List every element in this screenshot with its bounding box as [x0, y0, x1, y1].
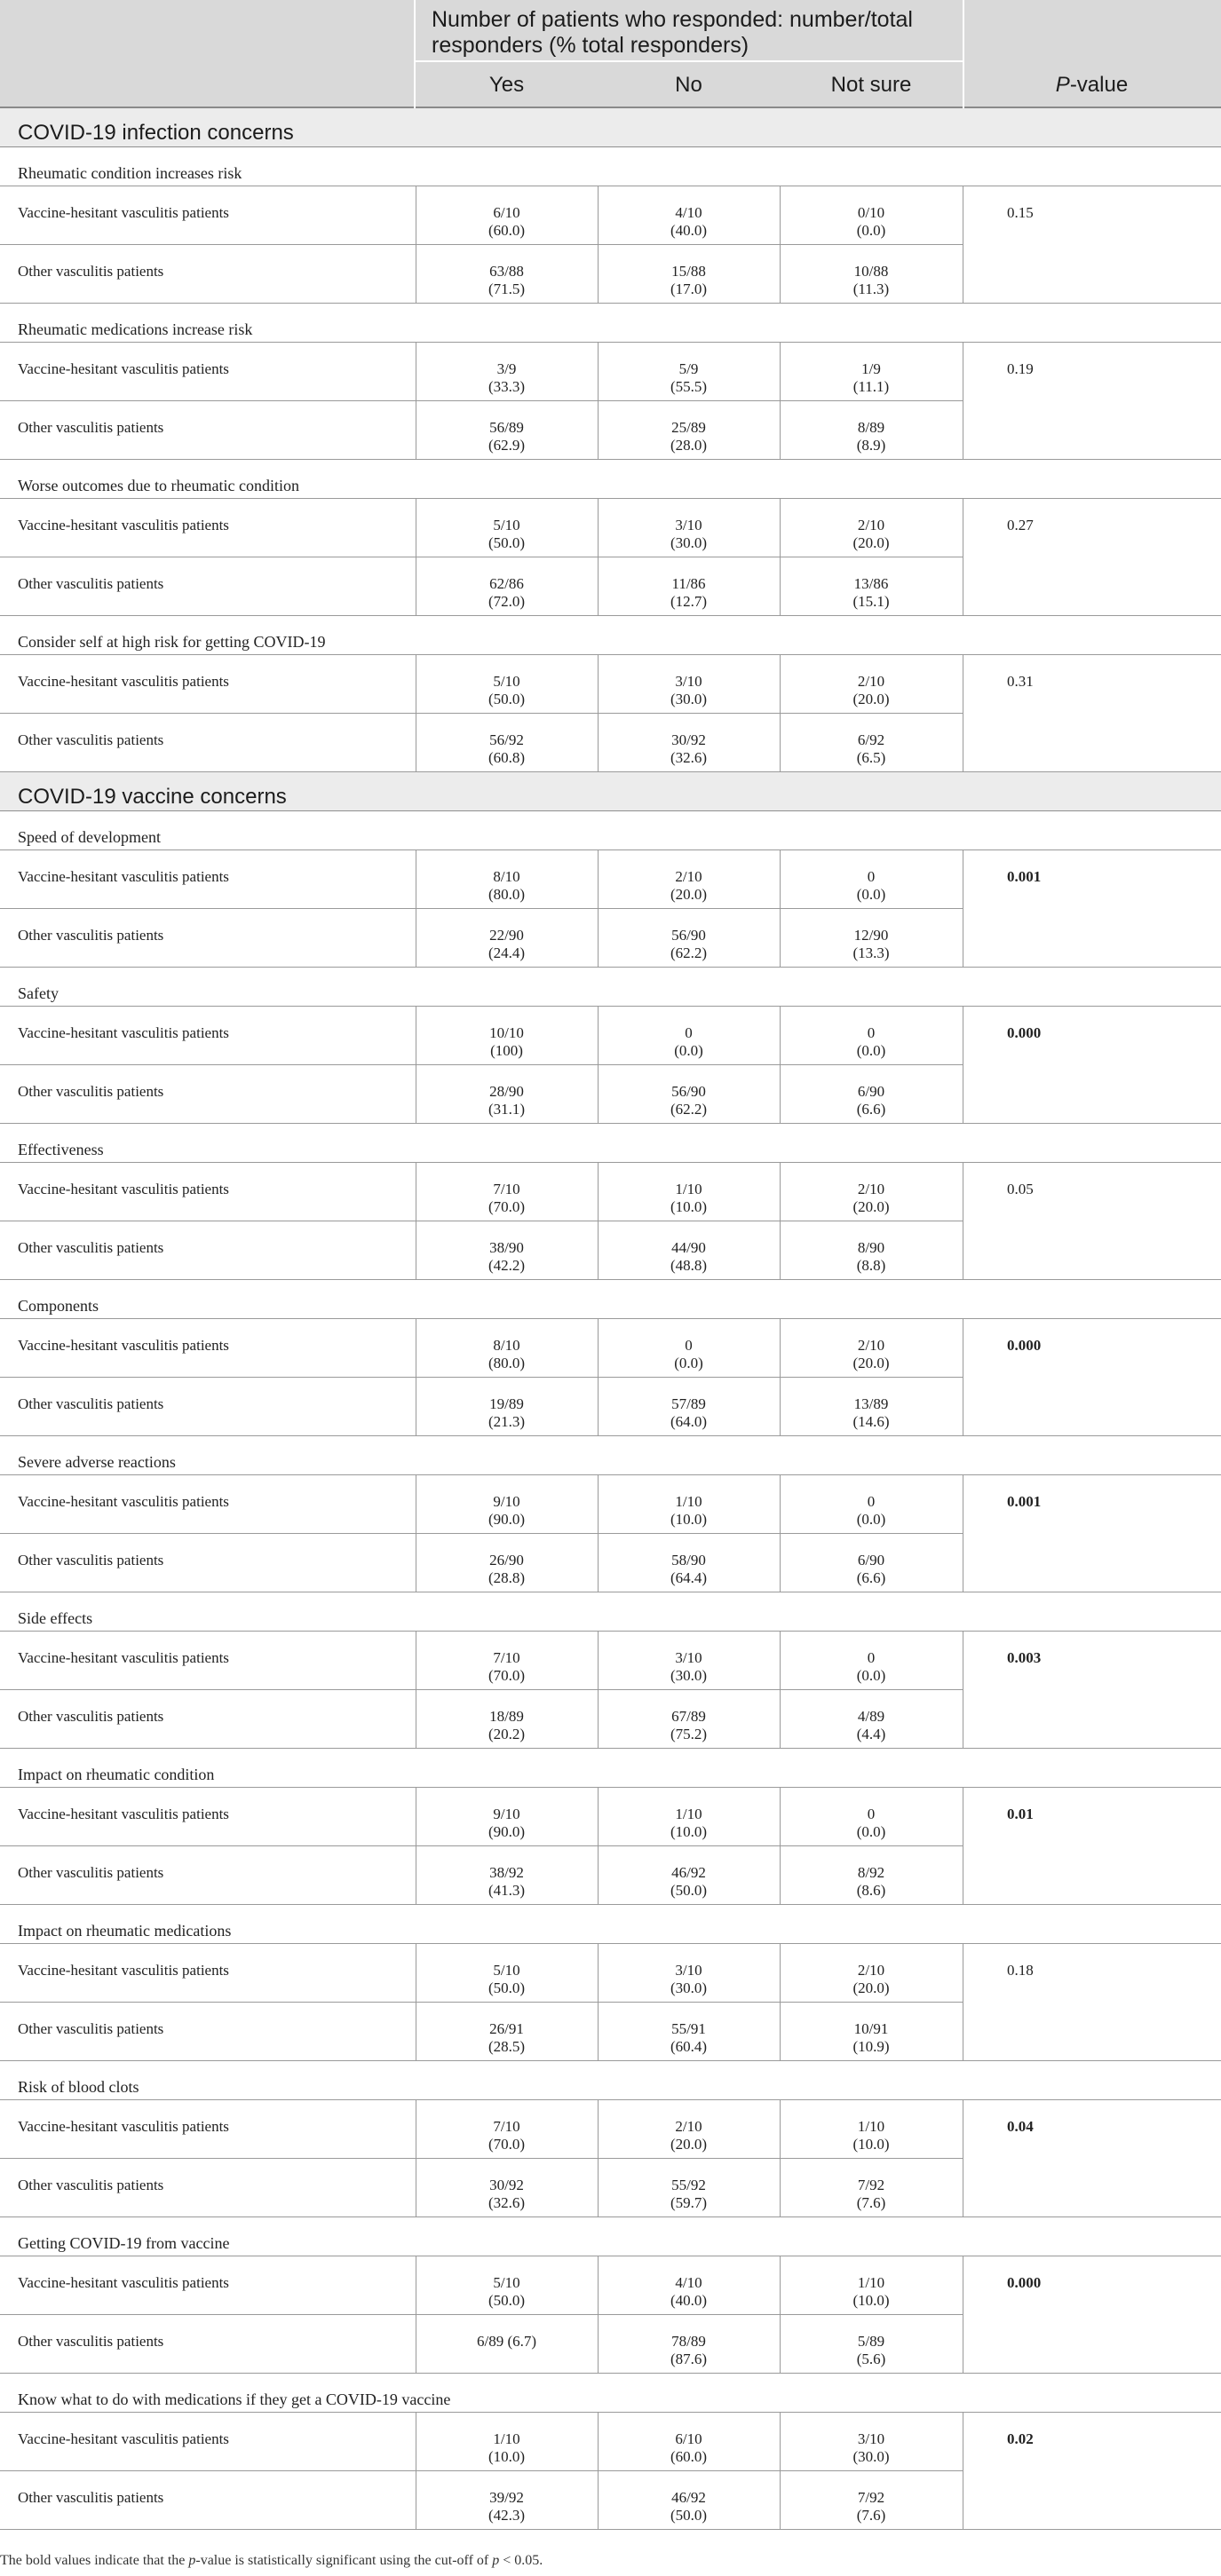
- cell-value: 58/90 (64.4): [670, 1552, 708, 1586]
- grid-line: [598, 850, 599, 968]
- item-heading-row: [0, 1905, 1221, 1944]
- item-heading-row: [0, 1280, 1221, 1319]
- section-title: COVID-19 infection concerns: [18, 121, 294, 145]
- item-heading-row: [0, 1749, 1221, 1788]
- cell-value: 5/89 (5.6): [856, 2333, 886, 2367]
- item-heading: Rheumatic condition increases risk: [18, 164, 242, 182]
- cell-value: 1/10 (10.0): [670, 1493, 708, 1528]
- cell-value: 1/10 (10.0): [670, 1806, 708, 1840]
- row-label: Vaccine-hesitant vasculitis patients: [18, 204, 229, 221]
- grid-line: [780, 1632, 781, 1749]
- grid-line: [780, 1788, 781, 1905]
- cell-value: 2/10 (20.0): [852, 673, 890, 707]
- row-label: Vaccine-hesitant vasculitis patients: [18, 1493, 229, 1510]
- grid-line: [780, 499, 781, 616]
- item-heading-row: [0, 2217, 1221, 2256]
- cell-value: 2/10 (20.0): [852, 1962, 890, 1996]
- header-pvalue: P-value: [1055, 73, 1129, 97]
- cell-value: 78/89 (87.6): [670, 2333, 708, 2367]
- row-block-grid: [0, 2100, 1221, 2217]
- row-label: Other vasculitis patients: [18, 1083, 164, 1100]
- cell-value: 56/90 (62.2): [670, 1083, 708, 1118]
- cell-value: 1/10 (10.0): [488, 2430, 526, 2465]
- row-label: Other vasculitis patients: [18, 1552, 164, 1569]
- cell-value: 3/9 (33.3): [488, 360, 526, 395]
- p-value: 0.27: [1007, 517, 1034, 533]
- grid-line: [598, 343, 599, 460]
- cell-value: 26/91 (28.5): [488, 2020, 526, 2055]
- item-heading: Impact on rheumatic condition: [18, 1766, 215, 1783]
- p-value: 0.15: [1007, 204, 1034, 221]
- item-heading: Worse outcomes due to rheumatic condition: [18, 477, 299, 494]
- header-no: No: [675, 73, 702, 97]
- p-value: 0.31: [1007, 673, 1034, 690]
- cell-value: 3/10 (30.0): [852, 2430, 890, 2465]
- section-title: COVID-19 vaccine concerns: [18, 785, 287, 809]
- row-label: Vaccine-hesitant vasculitis patients: [18, 2118, 229, 2135]
- grid-line: [598, 1475, 599, 1592]
- cell-value: 28/90 (31.1): [488, 1083, 526, 1118]
- row-label: Other vasculitis patients: [18, 731, 164, 748]
- row-label: Other vasculitis patients: [18, 263, 164, 280]
- cell-value: 11/86 (12.7): [670, 575, 708, 610]
- p-value: 0.02: [1007, 2430, 1034, 2447]
- item-heading: Consider self at high risk for getting COVID-19: [18, 633, 326, 651]
- cell-value: 30/92 (32.6): [488, 2177, 526, 2211]
- cell-value: 4/10 (40.0): [670, 204, 708, 239]
- row-label: Other vasculitis patients: [18, 2333, 164, 2350]
- row-block-grid: [0, 1788, 1221, 1905]
- cell-value: 0 (0.0): [856, 1649, 886, 1684]
- cell-value: 0/10 (0.0): [856, 204, 886, 239]
- cell-value: 9/10 (90.0): [488, 1493, 526, 1528]
- grid-line: [598, 1788, 599, 1905]
- row-label: Vaccine-hesitant vasculitis patients: [18, 1962, 229, 1979]
- item-heading: Know what to do with medications if they get a COVID-19 vaccine: [18, 2390, 451, 2408]
- table-footnote: The bold values indicate that the p-value is statistically significant using the cut-off of p < 0.05.: [0, 2553, 543, 2568]
- grid-line: [598, 1007, 599, 1124]
- cell-value: 0 (0.0): [856, 1024, 886, 1059]
- grid-line: [780, 1475, 781, 1592]
- p-value: 0.19: [1007, 360, 1034, 377]
- grid-line: [780, 850, 781, 968]
- grid-line: [780, 2100, 781, 2217]
- p-value: 0.18: [1007, 1962, 1034, 1979]
- cell-value: 38/92 (41.3): [488, 1864, 526, 1899]
- grid-line: [598, 655, 599, 772]
- row-block-grid: [0, 1632, 1221, 1749]
- grid-line: [780, 186, 781, 304]
- item-heading-row: [0, 1124, 1221, 1163]
- cell-value: 6/89 (6.7): [476, 2333, 537, 2350]
- row-label: Vaccine-hesitant vasculitis patients: [18, 1181, 229, 1197]
- cell-value: 9/10 (90.0): [488, 1806, 526, 1840]
- cell-value: 1/10 (10.0): [852, 2118, 890, 2153]
- cell-value: 5/10 (50.0): [488, 517, 526, 551]
- item-heading: Safety: [18, 984, 59, 1002]
- cell-value: 0 (0.0): [674, 1337, 703, 1371]
- item-heading-row: [0, 811, 1221, 850]
- table-header: [0, 0, 1221, 108]
- cell-value: 0 (0.0): [674, 1024, 703, 1059]
- cell-value: 46/92 (50.0): [670, 2489, 708, 2524]
- cell-value: 15/88 (17.0): [670, 263, 708, 297]
- cell-value: 7/10 (70.0): [488, 2118, 526, 2153]
- cell-value: 5/10 (50.0): [488, 2274, 526, 2309]
- grid-line: [598, 499, 599, 616]
- cell-value: 6/90 (6.6): [856, 1083, 886, 1118]
- cell-value: 2/10 (20.0): [670, 868, 708, 903]
- cell-value: 3/10 (30.0): [670, 517, 708, 551]
- block-divider: [0, 2529, 1221, 2530]
- cell-value: 3/10 (30.0): [670, 1649, 708, 1684]
- cell-value: 13/86 (15.1): [852, 575, 890, 610]
- row-label: Vaccine-hesitant vasculitis patients: [18, 673, 229, 690]
- item-heading-row: [0, 460, 1221, 499]
- cell-value: 44/90 (48.8): [670, 1239, 708, 1274]
- row-label: Other vasculitis patients: [18, 1239, 164, 1256]
- row-block-grid: [0, 850, 1221, 968]
- row-block-grid: [0, 499, 1221, 616]
- row-label: Vaccine-hesitant vasculitis patients: [18, 1806, 229, 1822]
- p-value: 0.001: [1007, 1493, 1042, 1510]
- cell-value: 10/88 (11.3): [852, 263, 890, 297]
- cell-value: 1/9 (11.1): [852, 360, 890, 395]
- item-heading-row: [0, 1592, 1221, 1632]
- cell-value: 10/91 (10.9): [852, 2020, 890, 2055]
- row-label: Other vasculitis patients: [18, 1395, 164, 1412]
- grid-line: [598, 1163, 599, 1280]
- cell-value: 6/10 (60.0): [670, 2430, 708, 2465]
- cell-value: 0 (0.0): [856, 868, 886, 903]
- item-heading: Effectiveness: [18, 1141, 104, 1158]
- item-heading: Severe adverse reactions: [18, 1453, 176, 1471]
- item-heading: Rheumatic medications increase risk: [18, 320, 253, 338]
- cell-value: 0 (0.0): [856, 1493, 886, 1528]
- grid-line: [598, 2256, 599, 2374]
- cell-value: 19/89 (21.3): [488, 1395, 526, 1430]
- row-label: Other vasculitis patients: [18, 1708, 164, 1725]
- cell-value: 7/10 (70.0): [488, 1649, 526, 1684]
- section-row: [0, 772, 1221, 811]
- row-label: Other vasculitis patients: [18, 1864, 164, 1881]
- item-heading-row: [0, 147, 1221, 186]
- cell-value: 7/92 (7.6): [856, 2177, 886, 2211]
- item-heading-row: [0, 1436, 1221, 1475]
- row-label: Other vasculitis patients: [18, 2177, 164, 2193]
- cell-value: 56/89 (62.9): [488, 419, 526, 454]
- header-title: Number of patients who responded: number/total responders (% total responders): [432, 7, 913, 58]
- row-label: Other vasculitis patients: [18, 2020, 164, 2037]
- row-block-grid: [0, 655, 1221, 772]
- cell-value: 2/10 (20.0): [670, 2118, 708, 2153]
- cell-value: 13/89 (14.6): [852, 1395, 890, 1430]
- header-not-sure: Not sure: [830, 73, 912, 97]
- item-heading: Impact on rheumatic medications: [18, 1922, 232, 1940]
- cell-value: 56/90 (62.2): [670, 927, 708, 961]
- p-value: 0.000: [1007, 1337, 1042, 1354]
- grid-line: [598, 1944, 599, 2061]
- p-value: 0.05: [1007, 1181, 1034, 1197]
- p-value: 0.001: [1007, 868, 1042, 885]
- p-value: 0.003: [1007, 1649, 1042, 1666]
- cell-value: 5/10 (50.0): [488, 1962, 526, 1996]
- cell-value: 4/89 (4.4): [856, 1708, 886, 1742]
- cell-value: 2/10 (20.0): [852, 1181, 890, 1215]
- cell-value: 63/88 (71.5): [488, 263, 526, 297]
- p-value: 0.01: [1007, 1806, 1034, 1822]
- grid-line: [780, 2256, 781, 2374]
- row-label: Vaccine-hesitant vasculitis patients: [18, 2274, 229, 2291]
- p-value: 0.000: [1007, 1024, 1042, 1041]
- cell-value: 1/10 (10.0): [670, 1181, 708, 1215]
- row-block-grid: [0, 186, 1221, 304]
- row-block-grid: [0, 343, 1221, 460]
- cell-value: 38/90 (42.2): [488, 1239, 526, 1274]
- cell-value: 3/10 (30.0): [670, 673, 708, 707]
- grid-line: [780, 2413, 781, 2530]
- row-block-grid: [0, 2256, 1221, 2374]
- row-label: Vaccine-hesitant vasculitis patients: [18, 1337, 229, 1354]
- cell-value: 7/92 (7.6): [856, 2489, 886, 2524]
- grid-line: [598, 2413, 599, 2530]
- cell-value: 6/90 (6.6): [856, 1552, 886, 1586]
- cell-value: 25/89 (28.0): [670, 419, 708, 454]
- row-label: Other vasculitis patients: [18, 575, 164, 592]
- cell-value: 8/90 (8.8): [856, 1239, 886, 1274]
- cell-value: 8/10 (80.0): [488, 868, 526, 903]
- cell-value: 57/89 (64.0): [670, 1395, 708, 1430]
- item-heading: Speed of development: [18, 828, 161, 846]
- section-row: [0, 108, 1221, 147]
- cell-value: 39/92 (42.3): [488, 2489, 526, 2524]
- cell-value: 0 (0.0): [856, 1806, 886, 1840]
- cell-value: 56/92 (60.8): [488, 731, 526, 766]
- cell-value: 6/10 (60.0): [488, 204, 526, 239]
- cell-value: 30/92 (32.6): [670, 731, 708, 766]
- cell-value: 8/10 (80.0): [488, 1337, 526, 1371]
- item-heading-row: [0, 968, 1221, 1007]
- cell-value: 8/92 (8.6): [856, 1864, 886, 1899]
- row-label: Vaccine-hesitant vasculitis patients: [18, 1024, 229, 1041]
- p-value: 0.000: [1007, 2274, 1042, 2291]
- grid-line: [780, 1944, 781, 2061]
- cell-value: 2/10 (20.0): [852, 517, 890, 551]
- row-label: Vaccine-hesitant vasculitis patients: [18, 517, 229, 533]
- item-heading-row: [0, 2374, 1221, 2413]
- cell-value: 26/90 (28.8): [488, 1552, 526, 1586]
- cell-value: 2/10 (20.0): [852, 1337, 890, 1371]
- grid-line: [598, 186, 599, 304]
- cell-value: 12/90 (13.3): [852, 927, 890, 961]
- cell-value: 22/90 (24.4): [488, 927, 526, 961]
- cell-value: 6/92 (6.5): [856, 731, 886, 766]
- cell-value: 5/9 (55.5): [670, 360, 708, 395]
- row-block-grid: [0, 1944, 1221, 2061]
- item-heading: Components: [18, 1297, 99, 1315]
- row-label: Other vasculitis patients: [18, 419, 164, 436]
- cell-value: 55/91 (60.4): [670, 2020, 708, 2055]
- cell-value: 55/92 (59.7): [670, 2177, 708, 2211]
- row-label: Vaccine-hesitant vasculitis patients: [18, 1649, 229, 1666]
- row-label: Other vasculitis patients: [18, 927, 164, 944]
- row-block-grid: [0, 1007, 1221, 1124]
- row-label: Vaccine-hesitant vasculitis patients: [18, 2430, 229, 2447]
- item-heading-row: [0, 616, 1221, 655]
- p-value: 0.04: [1007, 2118, 1034, 2135]
- grid-line: [780, 655, 781, 772]
- grid-line: [780, 343, 781, 460]
- cell-value: 10/10 (100): [489, 1024, 524, 1059]
- cell-value: 7/10 (70.0): [488, 1181, 526, 1215]
- cell-value: 5/10 (50.0): [488, 673, 526, 707]
- row-label: Other vasculitis patients: [18, 2489, 164, 2506]
- item-heading: Risk of blood clots: [18, 2078, 139, 2096]
- cell-value: 62/86 (72.0): [488, 575, 526, 610]
- row-label: Vaccine-hesitant vasculitis patients: [18, 360, 229, 377]
- grid-line: [780, 1319, 781, 1436]
- row-label: Vaccine-hesitant vasculitis patients: [18, 868, 229, 885]
- row-block-grid: [0, 1475, 1221, 1592]
- cell-value: 3/10 (30.0): [670, 1962, 708, 1996]
- cell-value: 46/92 (50.0): [670, 1864, 708, 1899]
- grid-line: [598, 1319, 599, 1436]
- cell-value: 4/10 (40.0): [670, 2274, 708, 2309]
- grid-line: [780, 1007, 781, 1124]
- item-heading: Side effects: [18, 1609, 93, 1627]
- grid-line: [598, 2100, 599, 2217]
- item-heading-row: [0, 2061, 1221, 2100]
- cell-value: 8/89 (8.9): [856, 419, 886, 454]
- grid-line: [598, 1632, 599, 1749]
- row-block-grid: [0, 1319, 1221, 1436]
- cell-value: 1/10 (10.0): [852, 2274, 890, 2309]
- grid-line: [780, 1163, 781, 1280]
- row-block-grid: [0, 2413, 1221, 2530]
- item-heading: Getting COVID-19 from vaccine: [18, 2234, 230, 2252]
- row-block-grid: [0, 1163, 1221, 1280]
- cell-value: 18/89 (20.2): [488, 1708, 526, 1742]
- cell-value: 67/89 (75.2): [670, 1708, 708, 1742]
- header-yes: Yes: [488, 73, 525, 97]
- item-heading-row: [0, 304, 1221, 343]
